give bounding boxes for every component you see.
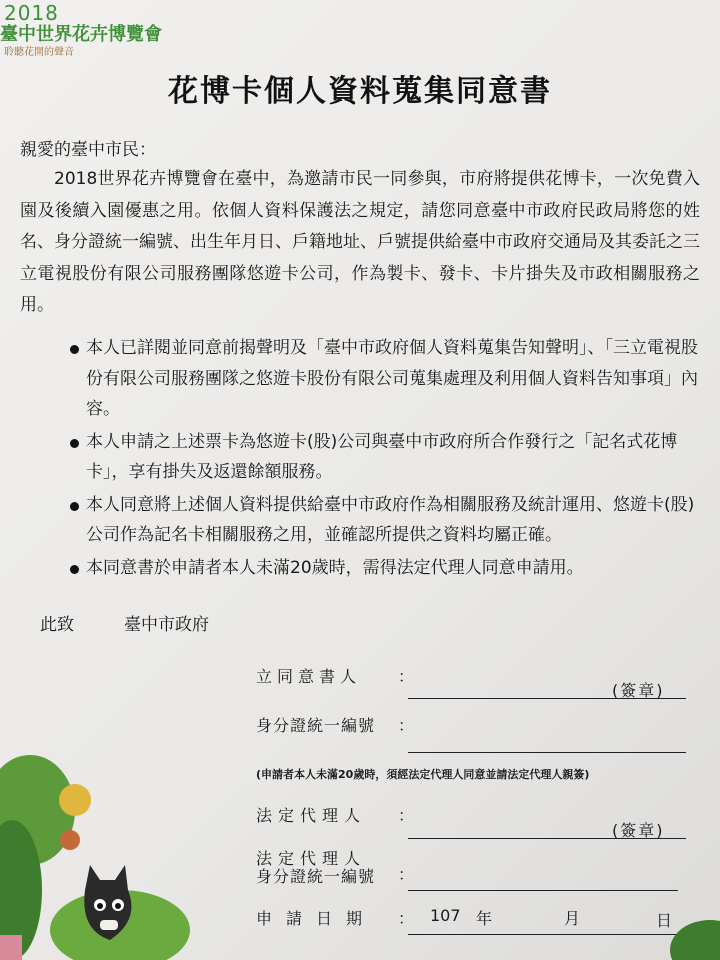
consent-bullet-list [70, 333, 705, 585]
id-number-colon: ： [398, 716, 415, 735]
list-item [70, 333, 705, 425]
bullet-icon [70, 565, 79, 574]
bullet-text: 本人已詳閱並同意前揭聲明及「臺中市政府個人資料蒐集告知聲明」、「三立電視股份有限公司服務團隊之悠遊卡股份有限公司蒐集處理及利用個人資料告知事項」內容。 [86, 338, 698, 419]
bullet-icon [70, 345, 79, 354]
guardian-id-field-line[interactable] [408, 890, 678, 891]
consenter-label: 立同意書人 [256, 667, 362, 686]
list-item [70, 490, 705, 551]
guardian-seal-label: (簽章) [612, 821, 665, 840]
guardian-id-colon: ： [398, 865, 415, 884]
date-label: 申請日期 [256, 909, 377, 928]
flower-shape [59, 784, 91, 816]
guardian-id-label-line2: 身分證統一編號 [256, 867, 376, 886]
list-item [70, 427, 705, 488]
date-year-value[interactable]: 107 [430, 906, 461, 925]
guardian-colon: ： [398, 806, 415, 825]
date-year-unit: 年 [476, 909, 493, 928]
expo-logo [0, 2, 162, 60]
mascot-foliage-illustration [0, 740, 240, 960]
date-field-line[interactable] [408, 934, 678, 935]
consenter-seal-label: (簽章) [612, 681, 665, 700]
bullet-text: 本同意書於申請者本人未滿20歲時，需得法定代理人同意申請用。 [86, 557, 584, 578]
date-colon: ： [398, 909, 415, 928]
pink-decor-shape [0, 935, 22, 960]
intro-paragraph: 2018世界花卉博覽會在臺中，為邀請市民一同參與，市府將提供花博卡，一次免費入園及後續入園優惠之用。依個人資料保護法之規定，請您同意臺中市政府民政局將您的姓名、身分證統一編號、出生年月日、戶籍地址、戶號提供給臺中市政府交通局及其委託之三立電視股份有限公司服務團隊悠遊卡公司，作為製卡、發卡、卡片掛失及市政相關服務之用。 [20, 169, 700, 315]
document-title: 花博卡個人資料蒐集同意書 [168, 74, 552, 109]
guardian-label: 法定代理人 [256, 806, 367, 825]
consenter-colon: ： [398, 667, 415, 686]
closing-cizhi: 此致 [40, 615, 74, 635]
bullet-text: 本人申請之上述票卡為悠遊卡(股)公司與臺中市政府所合作發行之「記名式花博卡」，享有掛失及返還餘額服務。 [86, 431, 678, 482]
logo-name: 臺中世界花卉博覽會 [0, 24, 162, 45]
logo-slogan: 聆聽花開的聲音 [4, 47, 74, 58]
greeting: 親愛的臺中市民： [20, 140, 156, 160]
date-month-unit: 月 [564, 909, 581, 928]
logo-year: 2018 [4, 1, 59, 25]
bullet-icon [70, 502, 79, 511]
bullet-text: 本人同意將上述個人資料提供給臺中市政府作為相關服務及統計運用、悠遊卡(股)公司作為記名卡相關服務之用，並確認所提供之資料均屬正確。 [86, 494, 695, 545]
id-number-field-line[interactable] [408, 752, 686, 753]
bullet-icon [70, 439, 79, 448]
guardian-id-label-line1: 法定代理人 [256, 849, 367, 868]
date-day-unit: 日 [656, 911, 673, 930]
foliage-corner-decoration [660, 905, 720, 960]
flower-shape [60, 830, 80, 850]
closing-recipient: 臺中市政府 [124, 615, 209, 635]
guardian-note: (申請者本人未滿20歲時，須經法定代理人同意並請法定代理人親簽) [256, 768, 590, 781]
list-item [70, 553, 705, 584]
id-number-label: 身分證統一編號 [256, 716, 376, 735]
